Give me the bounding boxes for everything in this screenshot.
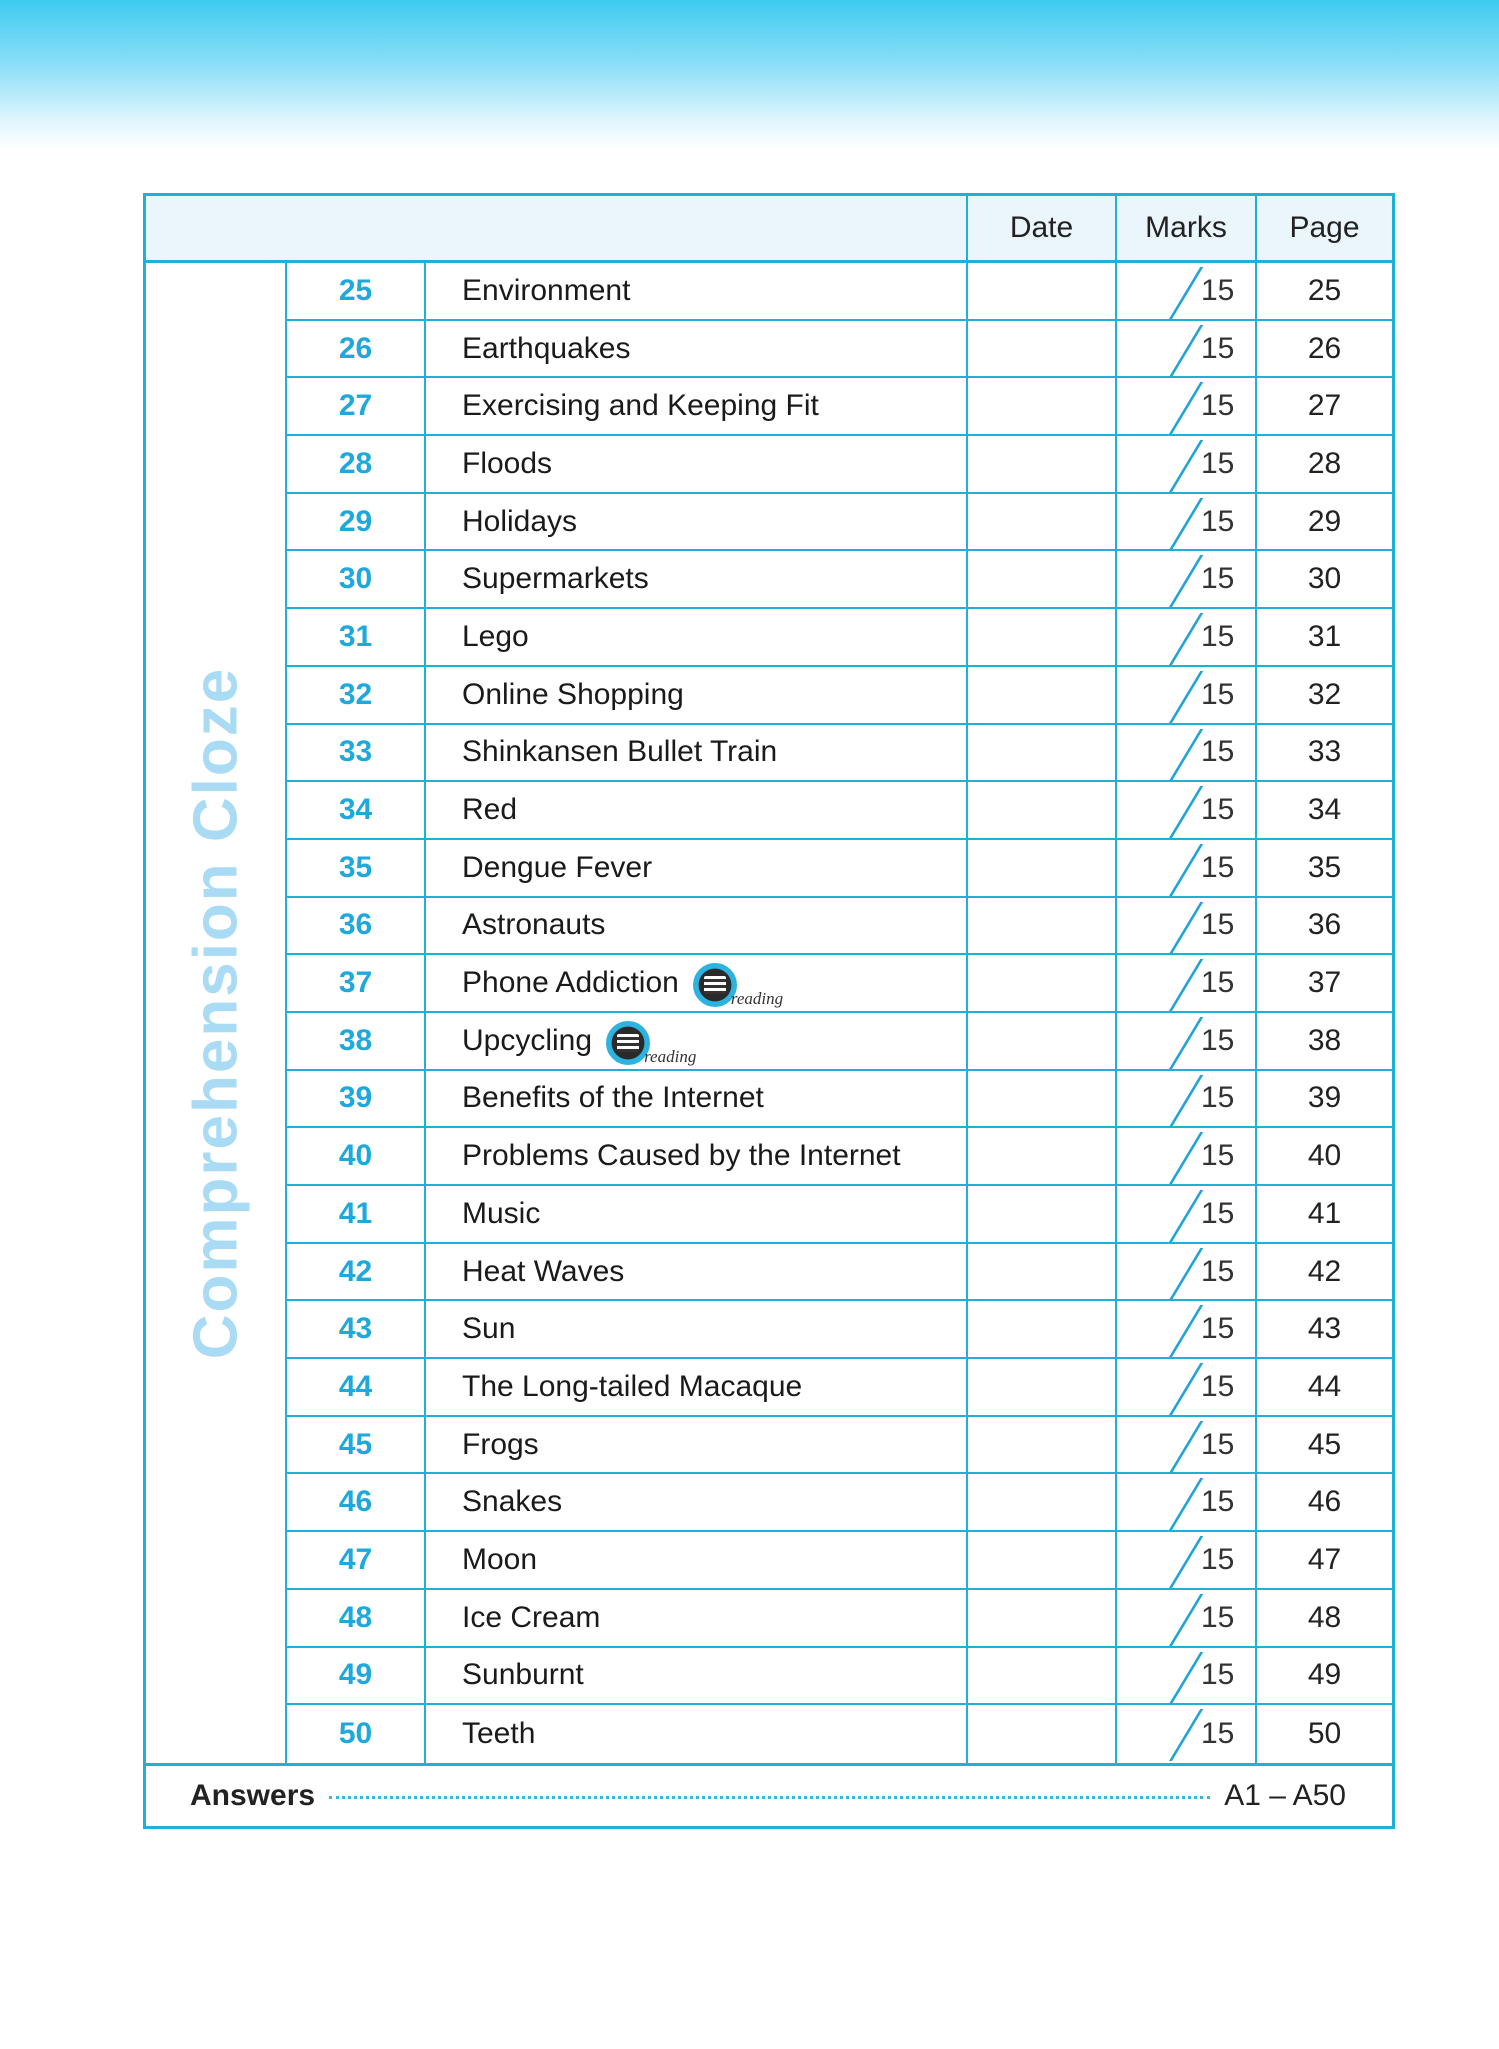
table-row[interactable] [287, 898, 1392, 956]
unit-title-cell [426, 782, 968, 838]
unit-title-cell [426, 725, 968, 781]
marks-total: 15 [1201, 1369, 1235, 1403]
marks-field[interactable] [1117, 321, 1257, 377]
unit-title-cell [426, 1244, 968, 1300]
fraction-slash-icon [1169, 1075, 1203, 1127]
section-label: Comprehension Cloze [181, 666, 250, 1360]
ereading-badge [693, 959, 783, 1007]
unit-title-cell [426, 898, 968, 954]
unit-title-cell [426, 1071, 968, 1127]
fraction-slash-icon [1169, 440, 1203, 492]
page-number: 29 [1307, 504, 1342, 538]
marks-total: 15 [1201, 793, 1235, 827]
unit-number: 27 [287, 378, 426, 434]
unit-number: 32 [287, 667, 426, 723]
unit-title-cell [426, 263, 968, 319]
table-row[interactable] [287, 263, 1392, 321]
unit-number: 30 [287, 551, 426, 607]
fraction-slash-icon [1169, 1363, 1203, 1415]
unit-title: Holidays [462, 504, 578, 538]
table-row[interactable] [287, 321, 1392, 379]
unit-title-cell [426, 378, 968, 434]
date-field[interactable] [968, 1128, 1117, 1184]
page-number: 41 [1307, 1196, 1342, 1230]
unit-number: 36 [287, 898, 426, 954]
date-field[interactable] [968, 1071, 1117, 1127]
marks-total: 15 [1201, 619, 1235, 653]
fraction-slash-icon [1169, 1594, 1203, 1646]
table-row[interactable] [287, 1359, 1392, 1417]
marks-field[interactable] [1117, 551, 1257, 607]
page-number: 25 [1307, 273, 1342, 307]
table-row[interactable] [287, 494, 1392, 552]
date-field[interactable] [968, 782, 1117, 838]
ereading-badge [606, 1017, 696, 1065]
date-field[interactable] [968, 840, 1117, 896]
unit-title: Moon [462, 1542, 538, 1576]
unit-title: Floods [462, 446, 553, 480]
page-number: 36 [1307, 908, 1342, 942]
dot-leader [329, 1796, 1210, 1799]
marks-total: 15 [1201, 1023, 1235, 1057]
fraction-slash-icon [1169, 1478, 1203, 1530]
marks-field[interactable] [1117, 1186, 1257, 1242]
table-row[interactable] [287, 840, 1392, 898]
unit-title: The Long-tailed Macaque [462, 1369, 803, 1403]
date-field[interactable] [968, 494, 1117, 550]
fraction-slash-icon [1169, 382, 1203, 434]
table-header [146, 196, 1392, 263]
unit-number: 40 [287, 1128, 426, 1184]
marks-field[interactable] [1117, 1128, 1257, 1184]
date-field[interactable] [968, 1532, 1117, 1588]
unit-title: Snakes [462, 1485, 563, 1519]
fraction-slash-icon [1169, 613, 1203, 665]
fraction-slash-icon [1169, 1709, 1203, 1761]
date-field[interactable] [968, 1359, 1117, 1415]
unit-number: 49 [287, 1648, 426, 1704]
marks-field[interactable] [1117, 1359, 1257, 1415]
table-row[interactable] [287, 955, 1392, 1013]
unit-number: 43 [287, 1301, 426, 1357]
page-number: 33 [1307, 735, 1342, 769]
page-number: 44 [1307, 1369, 1342, 1403]
page-number: 42 [1307, 1254, 1342, 1288]
date-field[interactable] [968, 551, 1117, 607]
unit-title-cell [426, 1532, 968, 1588]
fraction-slash-icon [1169, 1132, 1203, 1184]
table-row[interactable] [287, 1474, 1392, 1532]
page-number: 27 [1307, 389, 1342, 423]
marks-total: 15 [1201, 389, 1235, 423]
unit-number: 35 [287, 840, 426, 896]
unit-title-cell [426, 1301, 968, 1357]
table-row[interactable] [287, 1244, 1392, 1302]
marks-field[interactable] [1117, 898, 1257, 954]
page-number: 26 [1307, 331, 1342, 365]
unit-title: Music [462, 1196, 541, 1230]
marks-total: 15 [1201, 1600, 1235, 1634]
unit-number: 41 [287, 1186, 426, 1242]
table-row[interactable] [287, 1532, 1392, 1590]
marks-field[interactable] [1117, 494, 1257, 550]
unit-number: 46 [287, 1474, 426, 1530]
table-row[interactable] [287, 436, 1392, 494]
fraction-slash-icon [1169, 267, 1203, 319]
page-number: 40 [1307, 1139, 1342, 1173]
unit-number: 45 [287, 1417, 426, 1473]
rows-container [287, 263, 1392, 1763]
date-field[interactable] [968, 378, 1117, 434]
fraction-slash-icon [1169, 671, 1203, 723]
ereading-label: reading [730, 989, 784, 1009]
unit-title-cell [426, 321, 968, 377]
fraction-slash-icon [1169, 959, 1203, 1011]
marks-total: 15 [1201, 1427, 1235, 1461]
unit-number: 25 [287, 263, 426, 319]
unit-title: Teeth [462, 1717, 536, 1751]
marks-total: 15 [1201, 735, 1235, 769]
date-field[interactable] [968, 1186, 1117, 1242]
fraction-slash-icon [1169, 325, 1203, 377]
top-gradient-band [0, 0, 1499, 150]
table-row[interactable] [287, 782, 1392, 840]
unit-title: Sunburnt [462, 1658, 584, 1692]
marks-total: 15 [1201, 331, 1235, 365]
unit-title: Upcycling [462, 1023, 593, 1057]
marks-field[interactable] [1117, 840, 1257, 896]
marks-field[interactable] [1117, 378, 1257, 434]
unit-title-cell [426, 1417, 968, 1473]
page-number: 39 [1307, 1081, 1342, 1115]
table-row[interactable] [287, 609, 1392, 667]
marks-total: 15 [1201, 1081, 1235, 1115]
unit-number: 44 [287, 1359, 426, 1415]
unit-number: 42 [287, 1244, 426, 1300]
marks-field[interactable] [1117, 1648, 1257, 1704]
date-field[interactable] [968, 667, 1117, 723]
header-blank-cell [146, 196, 968, 260]
marks-total: 15 [1201, 1658, 1235, 1692]
page-number: 30 [1307, 562, 1342, 596]
marks-field[interactable] [1117, 436, 1257, 492]
marks-total: 15 [1201, 562, 1235, 596]
marks-total: 15 [1201, 446, 1235, 480]
date-field[interactable] [968, 1590, 1117, 1646]
marks-field[interactable] [1117, 1244, 1257, 1300]
fraction-slash-icon [1169, 498, 1203, 550]
marks-total: 15 [1201, 1312, 1235, 1346]
page-number: 47 [1307, 1542, 1342, 1576]
unit-title: Red [462, 793, 518, 827]
unit-number: 48 [287, 1590, 426, 1646]
page-number: 35 [1307, 850, 1342, 884]
date-field[interactable] [968, 1244, 1117, 1300]
table-row[interactable] [287, 1128, 1392, 1186]
unit-title: Heat Waves [462, 1254, 625, 1288]
unit-title: Dengue Fever [462, 850, 653, 884]
unit-title: Frogs [462, 1427, 539, 1461]
page-number: 31 [1307, 619, 1342, 653]
marks-total: 15 [1201, 273, 1235, 307]
unit-title: Benefits of the Internet [462, 1081, 764, 1115]
unit-title: Online Shopping [462, 677, 684, 711]
unit-title: Problems Caused by the Internet [462, 1139, 901, 1173]
marks-total: 15 [1201, 1542, 1235, 1576]
unit-number: 50 [287, 1705, 426, 1763]
marks-field[interactable] [1117, 1071, 1257, 1127]
marks-total: 15 [1201, 677, 1235, 711]
page-number: 28 [1307, 446, 1342, 480]
date-field[interactable] [968, 609, 1117, 665]
table-row[interactable] [287, 1590, 1392, 1648]
unit-title: Earthquakes [462, 331, 631, 365]
date-field[interactable] [968, 1474, 1117, 1530]
marks-field[interactable] [1117, 955, 1257, 1011]
table-row[interactable] [287, 551, 1392, 609]
unit-title-cell [426, 955, 968, 1011]
fraction-slash-icon [1169, 1190, 1203, 1242]
marks-total: 15 [1201, 1717, 1235, 1751]
page-number: 32 [1307, 677, 1342, 711]
date-field[interactable] [968, 725, 1117, 781]
page-number: 45 [1307, 1427, 1342, 1461]
marks-field[interactable] [1117, 1532, 1257, 1588]
unit-title: Ice Cream [462, 1600, 601, 1634]
unit-title-cell [426, 609, 968, 665]
unit-title-cell [426, 1128, 968, 1184]
marks-total: 15 [1201, 1485, 1235, 1519]
page-number: 50 [1307, 1717, 1342, 1751]
fraction-slash-icon [1169, 555, 1203, 607]
answers-label: Answers [190, 1778, 316, 1812]
page-number: 48 [1307, 1600, 1342, 1634]
marks-total: 15 [1201, 850, 1235, 884]
date-field[interactable] [968, 1417, 1117, 1473]
table-row[interactable] [287, 1648, 1392, 1706]
marks-field[interactable] [1117, 1590, 1257, 1646]
unit-number: 33 [287, 725, 426, 781]
fraction-slash-icon [1169, 1536, 1203, 1588]
marks-field[interactable] [1117, 1013, 1257, 1069]
header-page: Page [1289, 211, 1360, 244]
unit-number: 47 [287, 1532, 426, 1588]
marks-total: 15 [1201, 1254, 1235, 1288]
table-body [146, 263, 1392, 1766]
header-marks: Marks [1117, 196, 1257, 260]
date-field[interactable] [968, 321, 1117, 377]
marks-field[interactable] [1117, 725, 1257, 781]
unit-title-cell [426, 1013, 968, 1069]
unit-number: 39 [287, 1071, 426, 1127]
marks-field[interactable] [1117, 263, 1257, 319]
marks-field[interactable] [1117, 609, 1257, 665]
marks-total: 15 [1201, 1196, 1235, 1230]
fraction-slash-icon [1169, 786, 1203, 838]
unit-number: 28 [287, 436, 426, 492]
answers-row[interactable] [146, 1766, 1392, 1826]
marks-field[interactable] [1117, 1474, 1257, 1530]
table-row[interactable] [287, 1301, 1392, 1359]
unit-title: Shinkansen Bullet Train [462, 735, 778, 769]
unit-title: Sun [462, 1312, 516, 1346]
unit-title-cell [426, 1474, 968, 1530]
unit-title: Astronauts [462, 908, 606, 942]
fraction-slash-icon [1169, 729, 1203, 781]
date-field[interactable] [968, 263, 1117, 319]
unit-title: Exercising and Keeping Fit [462, 389, 819, 423]
fraction-slash-icon [1169, 902, 1203, 954]
unit-number: 38 [287, 1013, 426, 1069]
unit-title-cell [426, 551, 968, 607]
table-row[interactable] [287, 667, 1392, 725]
date-field[interactable] [968, 1705, 1117, 1763]
date-field[interactable] [968, 898, 1117, 954]
date-field[interactable] [968, 1301, 1117, 1357]
table-row[interactable] [287, 1013, 1392, 1071]
fraction-slash-icon [1169, 1305, 1203, 1357]
fraction-slash-icon [1169, 1248, 1203, 1300]
date-field[interactable] [968, 1013, 1117, 1069]
fraction-slash-icon [1169, 1652, 1203, 1704]
page-number: 38 [1307, 1023, 1342, 1057]
unit-title: Lego [462, 619, 529, 653]
unit-number: 37 [287, 955, 426, 1011]
unit-title-cell [426, 840, 968, 896]
marks-field[interactable] [1117, 1705, 1257, 1763]
fraction-slash-icon [1169, 1421, 1203, 1473]
unit-title-cell [426, 1648, 968, 1704]
marks-total: 15 [1201, 908, 1235, 942]
page-number: 34 [1307, 793, 1342, 827]
fraction-slash-icon [1169, 1017, 1203, 1069]
table-of-contents [143, 193, 1395, 1829]
table-row[interactable] [287, 378, 1392, 436]
section-label-cell [146, 263, 287, 1763]
page-number: 46 [1307, 1485, 1342, 1519]
table-row[interactable] [287, 1417, 1392, 1475]
marks-total: 15 [1201, 966, 1235, 1000]
marks-total: 15 [1201, 1139, 1235, 1173]
marks-total: 15 [1201, 504, 1235, 538]
date-field[interactable] [968, 1648, 1117, 1704]
unit-title-cell [426, 667, 968, 723]
table-row[interactable] [287, 1071, 1392, 1129]
unit-number: 31 [287, 609, 426, 665]
unit-title-cell [426, 1705, 968, 1763]
unit-title-cell [426, 1359, 968, 1415]
page-number: 49 [1307, 1658, 1342, 1692]
unit-title-cell [426, 1590, 968, 1646]
table-row[interactable] [287, 725, 1392, 783]
page-number: 37 [1307, 966, 1342, 1000]
unit-title: Environment [462, 273, 631, 307]
marks-field[interactable] [1117, 667, 1257, 723]
ereading-label: reading [644, 1046, 697, 1066]
table-row[interactable] [287, 1705, 1392, 1763]
unit-title-cell [426, 436, 968, 492]
unit-title-cell [426, 1186, 968, 1242]
unit-number: 34 [287, 782, 426, 838]
unit-number: 26 [287, 321, 426, 377]
date-field[interactable] [968, 436, 1117, 492]
marks-field[interactable] [1117, 782, 1257, 838]
unit-number: 29 [287, 494, 426, 550]
unit-title-cell [426, 494, 968, 550]
page-number: 43 [1307, 1312, 1342, 1346]
marks-field[interactable] [1117, 1417, 1257, 1473]
answers-range: A1 – A50 [1224, 1778, 1346, 1812]
header-date: Date [968, 196, 1117, 260]
unit-title: Phone Addiction [462, 966, 679, 1000]
table-row[interactable] [287, 1186, 1392, 1244]
marks-field[interactable] [1117, 1301, 1257, 1357]
fraction-slash-icon [1169, 844, 1203, 896]
unit-title: Supermarkets [462, 562, 649, 596]
date-field[interactable] [968, 955, 1117, 1011]
